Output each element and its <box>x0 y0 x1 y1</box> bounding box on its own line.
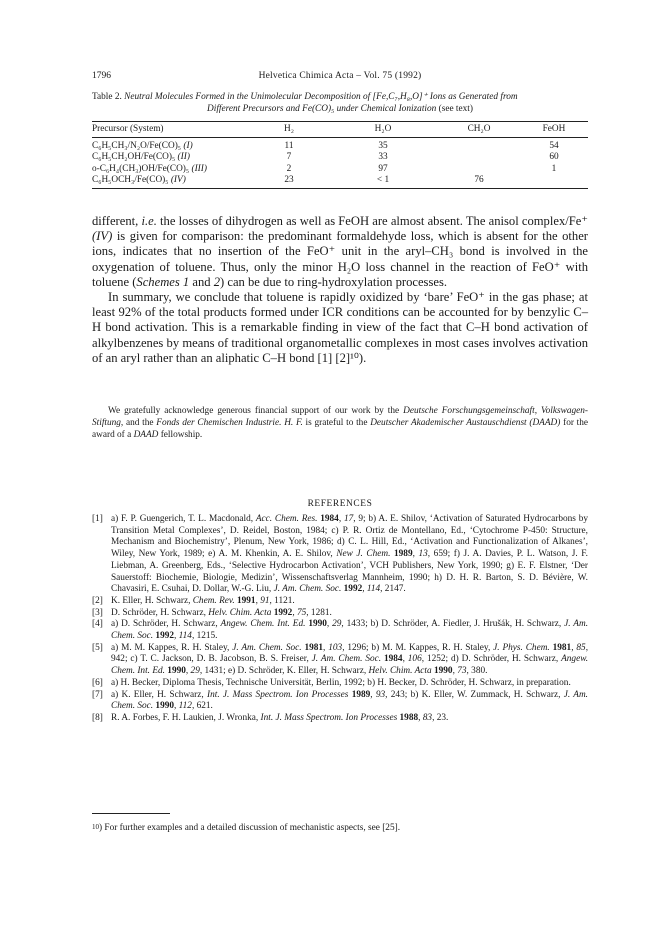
footnote-divider <box>92 813 170 814</box>
column-header: H₂ <box>250 122 328 138</box>
column-header: CH₂O <box>438 122 520 138</box>
reference-item <box>92 690 588 713</box>
h2-cell: 7 <box>286 152 292 163</box>
reference-number: [6] <box>92 677 103 688</box>
h2-cell: 23 <box>250 175 328 189</box>
table-caption <box>92 92 588 115</box>
footnote: $^{10}$) For further examples and a detailed discussion of mechanistic aspects, see [25]. <box>92 823 401 833</box>
reference-number: [1] <box>92 514 103 524</box>
ch2o-cell: 76 <box>438 175 520 189</box>
ch2o-cell <box>438 164 520 175</box>
feoh-cell: 54 <box>549 141 559 151</box>
reference-item <box>92 608 588 620</box>
table-row <box>92 138 588 153</box>
column-header: Precursor (System) <box>92 122 250 138</box>
column-header: FeOH <box>520 122 588 138</box>
reference-number: [5] <box>92 642 103 653</box>
feoh-cell: 1 <box>551 163 557 174</box>
reference-item <box>92 619 588 642</box>
data-table <box>92 121 588 189</box>
running-header <box>92 71 588 83</box>
precursor-cell: C₆H₅CH₂OH/Fe(CO)₅ (II) <box>92 152 190 163</box>
ch2o-cell <box>438 138 520 153</box>
reference-number: [8] <box>92 712 103 723</box>
reference-text: a) M. M. Kappes, R. H. Staley, J. Am. Chem. Soc. 1981, 103, 1296; b) M. M. Kappes, R. H. Staley, J. Phys. Chem. 1981, 85, 942; c) T. C. Jackson, D. B. Jacobson, B. S. Freiser, J. Am. Chem. Soc. 1984, 106, 1252; d) D. Schröder, H. Schwarz, Angew. Chem. Int. Ed. 1990, 29, 1431; e) D. Schröder, K. Eller, H. Schwarz, Helv. Chim. Acta 1990, 73, 380. <box>111 642 589 677</box>
reference-text: a) F. P. Guengerich, T. L. Macdonald, Acc. Chem. Res. 1984, 17, 9; b) A. E. Shilov, ‘Activation of Saturated Hydrocarbons by Transition Metal Complexes’, D. Reidel, Boston, 1984; c) P. R. Ortiz de Montellano, Ed., ‘Cytochrome P-450: Structure, Mechanism and Biochemistry’, Plenum, New York, 1986; d) C. L. Hill, Ed., ‘Activation and Functionalization of Alkanes’, Wiley, New York, 1989; e) A. M. Khenkin, A. E. Shilov, New J. Chem. 1989, 13, 659; f) J. A. Davies, P. L. Watson, J. F. Liebman, A. Greenberg, Eds., ‘Selective Hydrocarbon Activation’, VCH Publishers, New York, 1990; g) E. F. Elstner, ‘Der Sauerstoff: Biochemie, Biologie, Medizin’, Wissenschaftsverlag Mannheim, 1990; h) D. H. R. Barton, S. D. Bévière, W. Chavasiri, E. Csuhai, D. Dollar, W.-G. Liu, J. Am. Chem. Soc. 1992, 114, 2147. <box>111 514 588 595</box>
h2o-cell: 35 <box>378 141 388 151</box>
feoh-cell <box>520 175 588 189</box>
table-row <box>92 175 588 189</box>
h2o-cell: 33 <box>378 152 388 163</box>
ch2o-cell <box>438 152 520 163</box>
paragraph: different, i.e. the losses of dihydrogen as well as FeOH are almost absent. The anisol complex/Fe⁺ (IV) is given for comparison: the predominant formaldehyde loss, which is absent for the other ions, indicates that no insertion of the FeO⁺ unit in the aryl–CH₃ bond is involved in the oxygenation of toluene. Thus, only the minor H₂O loss channel in the reaction of FeO⁺ with toluene (Schemes 1 and 2) can be due to ring-hydroxylation processes. <box>92 214 588 289</box>
precursor-cell: C₆H₅OCH₃/Fe(CO)₅ (IV) <box>92 175 250 189</box>
main-text <box>92 214 588 366</box>
reference-text: a) H. Becker, Diploma Thesis, Technische Universität, Berlin, 1992; b) H. Becker, D. Schröder, H. Schwarz, in preparation. <box>111 677 571 688</box>
reference-number: [4] <box>92 619 103 630</box>
page-number: 1796 <box>92 71 111 81</box>
table-label: Table 2. <box>92 92 122 102</box>
h2-cell: 11 <box>284 141 294 151</box>
h2o-cell: 97 <box>378 163 388 174</box>
table-row <box>92 152 588 163</box>
reference-item <box>92 678 588 690</box>
reference-text: R. A. Forbes, F. H. Laukien, J. Wronka, Int. J. Mass Spectrom. Ion Processes 1988, 83, 23. <box>111 712 449 723</box>
table-see-text: (see text) <box>438 103 473 114</box>
reference-item <box>92 514 588 596</box>
paragraph: In summary, we conclude that toluene is rapidly oxidized by ‘bare’ FeO⁺ in the gas phase; at least 92% of the total products formed under ICR conditions can be accounted for by benzylic C–H bond activation. This is a remarkable finding in view of the fact that C–H bond activation of alkylbenzenes by means of traditional organometallic complexes in most cases involves activation of an aryl rather than an aliphatic C–H bond [1] [2]¹⁰). <box>92 290 588 365</box>
precursor-cell: o-C₆H₄(CH₃)OH/Fe(CO)₅ (III) <box>92 163 207 174</box>
reference-number: [2] <box>92 595 103 606</box>
reference-text: a) K. Eller, H. Schwarz, Int. J. Mass Spectrom. Ion Processes 1989, 93, 243; b) K. Eller, W. Zummack, H. Schwarz, J. Am. Chem. Soc. 1990, 112, 621. <box>111 689 588 712</box>
journal-title: Helvetica Chimica Acta – Vol. 75 (1992) <box>258 71 422 81</box>
table-title-line1: Neutral Molecules Formed in the Unimolecular Decomposition of [Fe,C₇,H₈,O]⁺ Ions as Generated from <box>124 92 518 102</box>
table-title-line2: Different Precursors and Fe(CO)₅ under Chemical Ionization <box>207 103 437 114</box>
reference-number: [3] <box>92 607 103 618</box>
reference-item <box>92 643 588 678</box>
reference-text: D. Schröder, H. Schwarz, Helv. Chim. Acta 1992, 75, 1281. <box>111 607 332 618</box>
table-header-row <box>92 122 588 138</box>
precursor-cell: C₆H₅CH₃/N₂O/Fe(CO)₅ (I) <box>92 141 193 151</box>
reference-number: [7] <box>92 689 103 700</box>
references-heading: REFERENCES <box>307 499 373 509</box>
reference-text: K. Eller, H. Schwarz, Chem. Rev. 1991, 91, 1121. <box>111 595 295 606</box>
h2o-cell: < 1 <box>328 175 438 189</box>
reference-list <box>92 514 588 725</box>
acknowledgements: We gratefully acknowledge generous financial support of our work by the Deutsche Forschungsgemeinschaft, Volkswagen-Stiftung, and the Fonds der Chemischen Industrie. H. F. is grateful to the Deutscher Akademischer Austauschdienst (DAAD) for the award of a DAAD fellowship. <box>92 406 589 440</box>
reference-item <box>92 713 588 725</box>
feoh-cell: 60 <box>549 152 559 163</box>
footnote-mark: 10 <box>92 823 99 831</box>
table-row <box>92 164 588 175</box>
reference-item <box>92 596 588 608</box>
column-header: H₂O <box>328 122 438 138</box>
h2-cell: 2 <box>286 163 292 174</box>
reference-text: a) D. Schröder, H. Schwarz, Angew. Chem. Int. Ed. 1990, 29, 1433; b) D. Schröder, A. Fiedler, J. Hrušák, H. Schwarz, J. Am. Chem. Soc. 1992, 114, 1215. <box>111 619 589 642</box>
